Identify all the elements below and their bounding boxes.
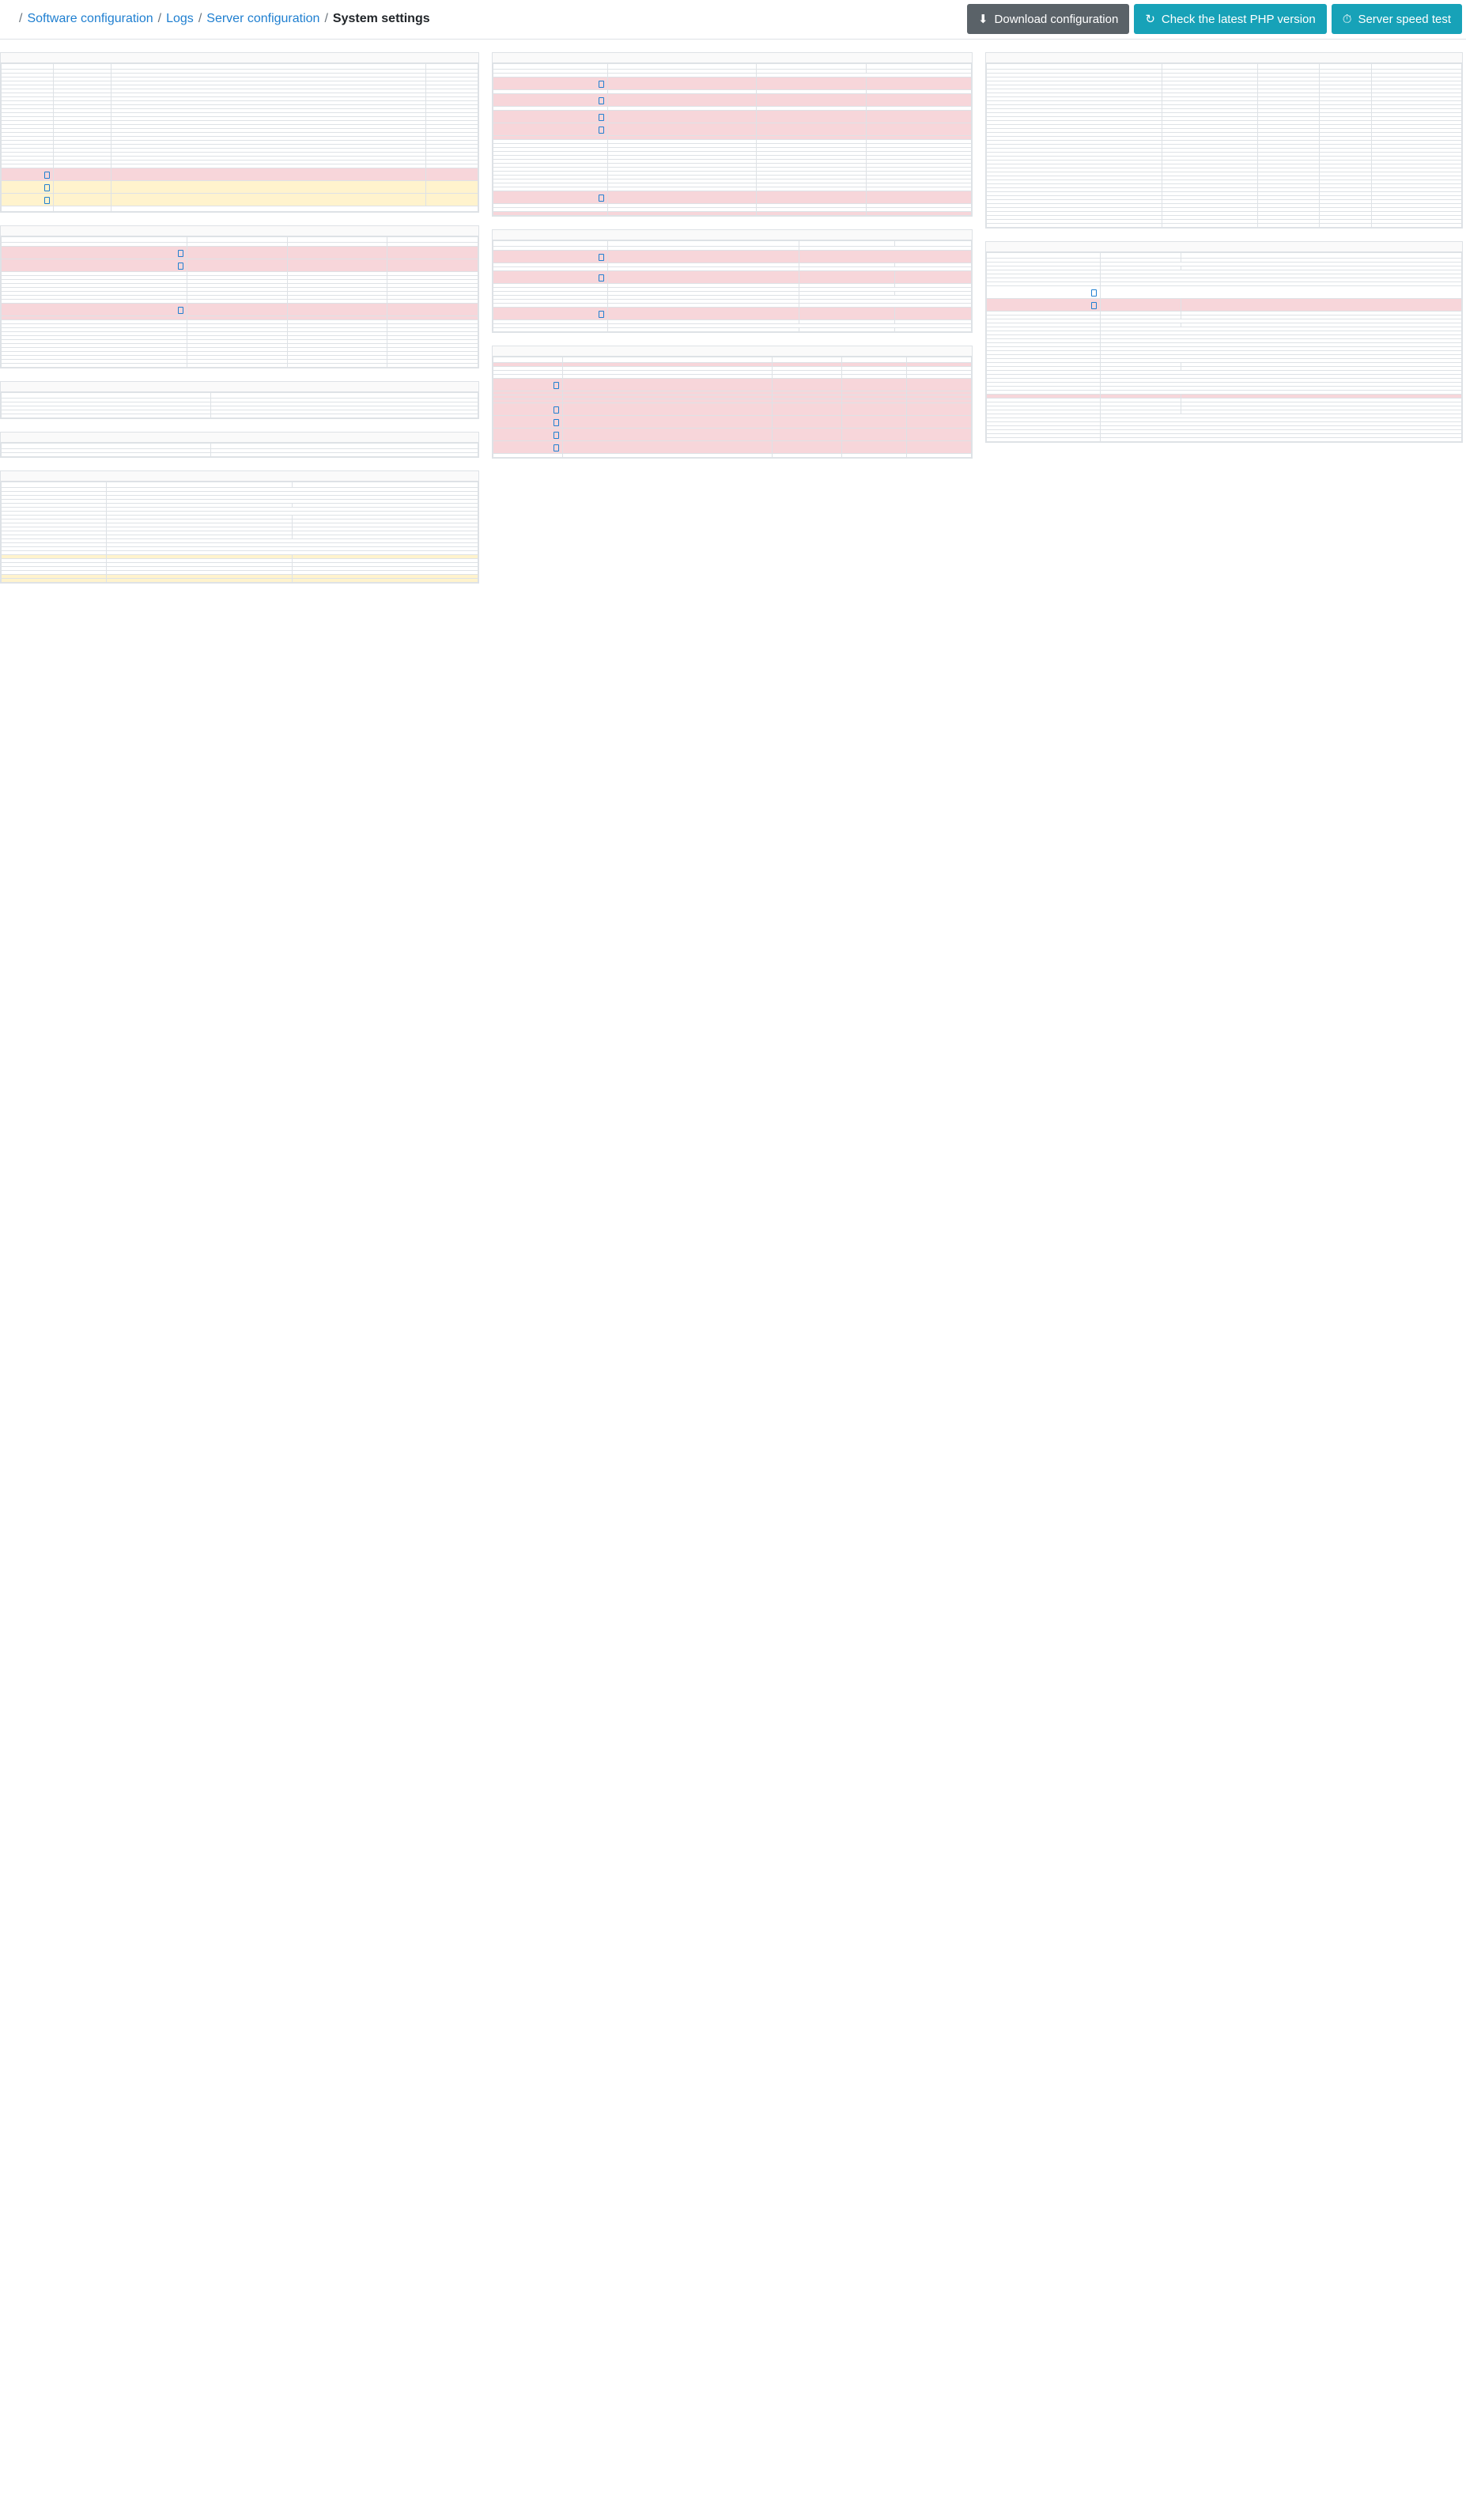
table-cell [756, 212, 866, 216]
table-cell [1371, 224, 1461, 228]
security-card [492, 229, 973, 333]
table-cell [907, 441, 972, 454]
table-cell [493, 77, 608, 90]
table-cell [387, 364, 478, 368]
table-cell [987, 286, 1101, 299]
table-cell [2, 304, 187, 316]
table-row [2, 247, 478, 259]
column-header [866, 64, 971, 70]
table-row [2, 579, 478, 583]
check-php-version-button[interactable] [1134, 4, 1326, 34]
column-header [425, 64, 478, 70]
table-cell [187, 304, 288, 316]
table-row [493, 454, 972, 458]
table-row [493, 403, 972, 416]
table-row [2, 181, 478, 194]
server-speed-test-label: Server speed test [1358, 12, 1451, 26]
table-cell [987, 438, 1101, 442]
table-cell [54, 168, 111, 181]
table-cell [608, 271, 799, 284]
table-row [493, 212, 972, 216]
headers-card [492, 346, 973, 459]
left-column [0, 52, 479, 596]
table-cell [866, 111, 971, 123]
check-php-version-label: Check the latest PHP version [1161, 12, 1316, 26]
table-cell [756, 111, 866, 123]
functional-title [1, 433, 478, 443]
table-cell [1162, 224, 1257, 228]
table-row [493, 271, 972, 284]
table-cell [425, 181, 478, 194]
breadcrumb [14, 12, 430, 26]
table-cell [987, 224, 1162, 228]
table-cell [287, 247, 387, 259]
table-row [2, 194, 478, 206]
speed-icon: ⏱ [1342, 12, 1352, 26]
column-header [111, 64, 425, 70]
column-header [1181, 253, 1462, 259]
column-header [799, 241, 895, 247]
column-header [211, 393, 478, 399]
table-cell [842, 379, 907, 391]
table-cell [608, 94, 757, 107]
info-icon[interactable] [599, 114, 604, 121]
table-cell [842, 441, 907, 454]
info-icon[interactable] [554, 419, 559, 426]
table-cell [287, 304, 387, 316]
column-header [292, 482, 478, 488]
table-cell [866, 77, 971, 90]
table-cell [493, 416, 563, 429]
table-cell [493, 429, 563, 441]
table-cell [2, 247, 187, 259]
column-header [493, 357, 563, 363]
stability-card [492, 52, 973, 217]
database-table [986, 252, 1462, 442]
stability-title [493, 53, 972, 63]
table-cell [2, 206, 54, 212]
info-icon[interactable] [599, 81, 604, 88]
table-row [987, 299, 1462, 312]
table-cell [2, 414, 211, 418]
table-cell [756, 94, 866, 107]
top-bar [0, 0, 1466, 40]
table-cell [987, 299, 1101, 312]
table-cell [756, 77, 866, 90]
table-cell [54, 181, 111, 194]
table-cell [907, 379, 972, 391]
breadcrumb-software-configuration[interactable]: Software configuration [27, 12, 153, 25]
functional-table [1, 443, 478, 457]
table-cell [493, 212, 608, 216]
table-cell [1319, 224, 1371, 228]
table-cell [54, 194, 111, 206]
performance-card [0, 225, 479, 368]
table-cell [493, 308, 608, 320]
stability-table [493, 63, 972, 216]
table-cell [866, 191, 971, 204]
table-row [493, 328, 972, 332]
table-cell [1101, 299, 1181, 312]
table-cell [387, 304, 478, 316]
functional-card [0, 432, 479, 458]
info-icon[interactable] [44, 197, 50, 204]
page-title: System settings [332, 12, 430, 25]
files-table [986, 63, 1462, 228]
table-row [493, 251, 972, 263]
column-header [2, 482, 107, 488]
table-cell [842, 403, 907, 416]
extensions-row [2, 206, 478, 212]
performance-table [1, 236, 478, 368]
breadcrumb-logs[interactable]: Logs [166, 12, 194, 25]
breadcrumb-separator: / [324, 12, 328, 25]
table-cell [772, 403, 841, 416]
table-cell [563, 429, 773, 441]
table-cell [2, 579, 107, 583]
permissions-card [0, 381, 479, 419]
column-header [187, 237, 288, 243]
info-icon[interactable] [554, 406, 559, 414]
table-row [493, 191, 972, 204]
table-row [2, 168, 478, 181]
info-icon[interactable] [599, 97, 604, 104]
table-cell [211, 453, 478, 457]
table-cell [563, 441, 773, 454]
table-cell [866, 123, 971, 136]
security-title [493, 230, 972, 240]
table-cell [608, 212, 757, 216]
table-cell [799, 308, 895, 320]
column-header [211, 444, 478, 449]
info-icon[interactable] [554, 432, 559, 439]
table-cell [187, 364, 288, 368]
table-row [2, 304, 478, 316]
column-header [772, 357, 841, 363]
database-card [985, 241, 1463, 443]
column-header [2, 64, 54, 70]
table-cell [2, 194, 54, 206]
headers_cfg-title [493, 346, 972, 357]
info-icon[interactable] [554, 382, 559, 389]
column-header [54, 64, 111, 70]
table-cell [493, 111, 608, 123]
table-cell [772, 416, 841, 429]
breadcrumb-separator: / [19, 12, 23, 25]
table-row [493, 111, 972, 123]
column-header [2, 393, 211, 399]
table-cell [493, 271, 608, 284]
table-cell [799, 328, 895, 332]
environment-table [1, 482, 478, 583]
table-cell [1257, 224, 1319, 228]
table-cell [772, 379, 841, 391]
table-row [493, 123, 972, 136]
download-icon: ⬇ [977, 13, 988, 26]
table-row [987, 224, 1462, 228]
column-header [608, 241, 799, 247]
column-header [493, 241, 608, 247]
table-cell [493, 94, 608, 107]
table-cell [895, 271, 972, 284]
performance-title [1, 226, 478, 236]
middle-column [492, 52, 973, 471]
table-row [493, 308, 972, 320]
table-cell [106, 579, 292, 583]
table-cell [54, 206, 111, 212]
column-header [1162, 64, 1257, 70]
table-row [493, 416, 972, 429]
column-header [387, 237, 478, 243]
table-row [2, 364, 478, 368]
column-header [1319, 64, 1371, 70]
libraries-title [1, 53, 478, 63]
table-cell [111, 168, 425, 181]
table-cell [799, 251, 972, 263]
environment-card [0, 470, 479, 584]
table-cell [563, 403, 773, 416]
table-cell [2, 168, 54, 181]
download-configuration-button[interactable] [967, 4, 1129, 34]
table-cell [493, 441, 563, 454]
info-icon[interactable] [554, 444, 559, 451]
table-cell [425, 168, 478, 181]
column-header [106, 482, 292, 488]
table-cell [772, 429, 841, 441]
libraries-table [1, 63, 478, 212]
table-row [493, 441, 972, 454]
table-cell [907, 416, 972, 429]
table-row [2, 453, 478, 457]
libraries-card [0, 52, 479, 213]
info-icon[interactable] [178, 250, 183, 257]
table-cell [111, 181, 425, 194]
info-icon[interactable] [599, 274, 604, 281]
column-header [987, 64, 1162, 70]
table-cell [287, 259, 387, 272]
database-title [986, 242, 1462, 252]
table-cell [1181, 299, 1462, 312]
info-icon[interactable] [599, 195, 604, 202]
column-header [1257, 64, 1319, 70]
table-cell [895, 328, 972, 332]
table-cell [211, 414, 478, 418]
info-icon[interactable] [44, 172, 50, 179]
table-cell [287, 364, 387, 368]
download-configuration-label: Download configuration [994, 12, 1119, 26]
permissions-title [1, 382, 478, 392]
table-cell [2, 181, 54, 194]
column-header [2, 444, 211, 449]
column-header [1101, 253, 1181, 259]
table-cell [493, 328, 608, 332]
table-cell [111, 194, 425, 206]
table-row [493, 94, 972, 107]
info-icon[interactable] [44, 184, 50, 191]
table-cell [493, 251, 608, 263]
table-cell [387, 247, 478, 259]
table-row [493, 379, 972, 391]
info-icon[interactable] [1091, 289, 1097, 297]
check-icon: ↻ [1145, 13, 1155, 26]
files-title [986, 53, 1462, 63]
table-cell [2, 259, 187, 272]
table-cell [425, 194, 478, 206]
column-header [987, 253, 1101, 259]
column-header [895, 241, 972, 247]
info-icon[interactable] [178, 307, 183, 314]
table-cell [907, 454, 972, 458]
table-cell [842, 454, 907, 458]
table-cell [187, 259, 288, 272]
permissions-table [1, 392, 478, 418]
right-column [985, 52, 1463, 455]
table-cell [907, 403, 972, 416]
table-row [493, 429, 972, 441]
column-header [493, 64, 608, 70]
breadcrumb-separator: / [157, 12, 162, 25]
column-header [907, 357, 972, 363]
table-cell [866, 212, 971, 216]
table-cell [493, 191, 608, 204]
table-cell [608, 191, 757, 204]
table-cell [907, 429, 972, 441]
table-cell [772, 454, 841, 458]
table-cell [563, 416, 773, 429]
table-cell [1101, 438, 1462, 442]
column-header [608, 64, 757, 70]
table-cell [493, 379, 563, 391]
table-row [987, 438, 1462, 442]
table-row [2, 414, 478, 418]
column-header [756, 64, 866, 70]
table-cell [2, 364, 187, 368]
table-cell [799, 271, 895, 284]
table-cell [756, 191, 866, 204]
info-icon[interactable] [599, 254, 604, 261]
info-icon[interactable] [1091, 302, 1097, 309]
security-table [493, 240, 972, 332]
table-cell [493, 454, 563, 458]
table-cell [608, 328, 799, 332]
table-cell [756, 123, 866, 136]
server-speed-test-button[interactable] [1332, 4, 1462, 34]
headers_cfg-table [493, 357, 972, 458]
table-cell [608, 77, 757, 90]
table-cell [2, 453, 211, 457]
table-row [987, 286, 1462, 299]
table-cell [387, 259, 478, 272]
table-row [493, 77, 972, 90]
table-cell [187, 247, 288, 259]
table-cell [608, 308, 799, 320]
table-cell [493, 403, 563, 416]
column-header [1371, 64, 1461, 70]
column-header [563, 357, 773, 363]
environment-title [1, 471, 478, 482]
table-cell [895, 308, 972, 320]
table-cell [563, 379, 773, 391]
table-cell [292, 579, 478, 583]
table-cell [608, 111, 757, 123]
column-header [842, 357, 907, 363]
table-cell [493, 123, 608, 136]
table-cell [772, 441, 841, 454]
column-header [2, 237, 187, 243]
extensions-list [111, 206, 478, 212]
table-cell [563, 454, 773, 458]
files-card [985, 52, 1463, 229]
breadcrumb-server-configuration[interactable]: Server configuration [206, 12, 320, 25]
info-icon[interactable] [599, 311, 604, 318]
table-cell [608, 251, 799, 263]
table-cell [842, 416, 907, 429]
table-cell [608, 123, 757, 136]
info-icon[interactable] [178, 263, 183, 270]
table-cell [842, 429, 907, 441]
info-icon[interactable] [599, 127, 604, 134]
column-header [287, 237, 387, 243]
table-row [2, 259, 478, 272]
table-cell [866, 94, 971, 107]
table-cell [1101, 286, 1462, 299]
breadcrumb-separator: / [198, 12, 202, 25]
